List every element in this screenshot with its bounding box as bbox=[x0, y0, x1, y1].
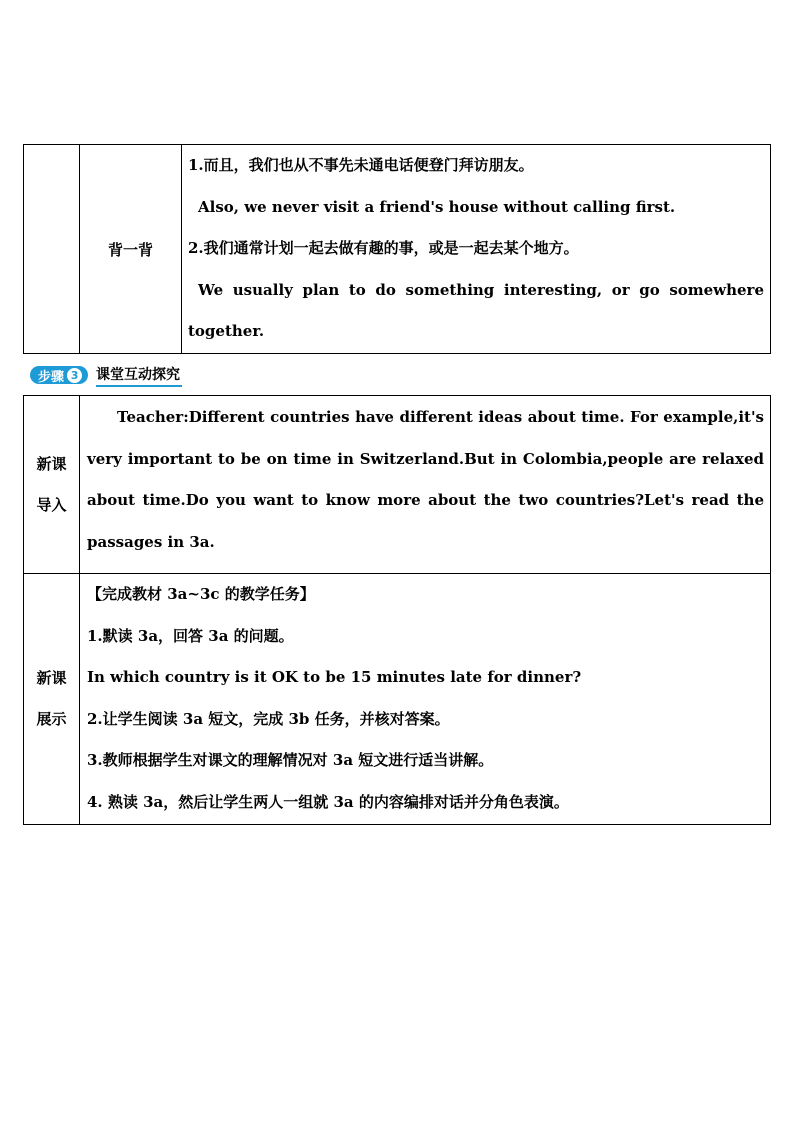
show-label-line-1: 新课 bbox=[36, 669, 67, 687]
recite-line-5: together. bbox=[188, 322, 265, 341]
intro-line-1: Teacher:Different countries have different ideas about time. For example,it's bbox=[117, 408, 764, 426]
recite-label-cell bbox=[80, 145, 182, 354]
recite-label: 背一背 bbox=[107, 240, 153, 259]
intro-label-line-2: 导入 bbox=[36, 495, 67, 514]
show-line-6: 4. 熟读 3a，然后让学生两人一组就 3a 的内容编排对话并分角色表演。 bbox=[87, 792, 569, 811]
show-label-cell bbox=[24, 574, 80, 825]
step-number: 3 bbox=[67, 368, 82, 383]
recite-line-2: Also, we never visit a friend's house without calling first. bbox=[198, 197, 676, 216]
step-title: 课堂互动探究 bbox=[96, 364, 182, 387]
intro-line-2: very important to be on time in Switzerland.But in Colombia,people are relaxed bbox=[87, 449, 764, 468]
recite-content-cell bbox=[182, 145, 771, 354]
intro-label-cell bbox=[24, 396, 80, 574]
recite-line-3: 2.我们通常计划一起去做有趣的事，或是一起去某个地方。 bbox=[188, 239, 579, 258]
intro-line-3: about time.Do you want to know more about the two countries?Let's read the bbox=[87, 491, 764, 510]
intro-content-cell bbox=[80, 396, 771, 574]
show-label-line-2: 展示 bbox=[36, 710, 67, 728]
recite-line-4: We usually plan to do something interesting, or go somewhere bbox=[198, 280, 764, 299]
show-line-3: In which country is it OK to be 15 minutes late for dinner? bbox=[87, 668, 582, 687]
step-badge bbox=[30, 366, 88, 384]
show-line-5: 3.教师根据学生对课文的理解情况对 3a 短文进行适当讲解。 bbox=[87, 751, 494, 770]
recite-line-1: 1.而且，我们也从不事先未通电话便登门拜访朋友。 bbox=[188, 156, 534, 174]
lesson-table bbox=[23, 395, 771, 825]
recite-table bbox=[23, 144, 771, 354]
step-header bbox=[30, 364, 182, 386]
show-line-2: 1.默读 3a，回答 3a 的问题。 bbox=[87, 626, 294, 645]
show-line-4: 2.让学生阅读 3a 短文，完成 3b 任务，并核对答案。 bbox=[87, 709, 450, 728]
show-content-cell bbox=[80, 574, 771, 825]
show-line-1: 【完成教材 3a~3c 的教学任务】 bbox=[87, 585, 315, 603]
recite-empty-cell bbox=[24, 145, 80, 354]
intro-label-line-1: 新课 bbox=[36, 454, 67, 473]
intro-line-4: passages in 3a. bbox=[87, 532, 215, 551]
step-badge-label: 步骤 bbox=[38, 369, 65, 385]
